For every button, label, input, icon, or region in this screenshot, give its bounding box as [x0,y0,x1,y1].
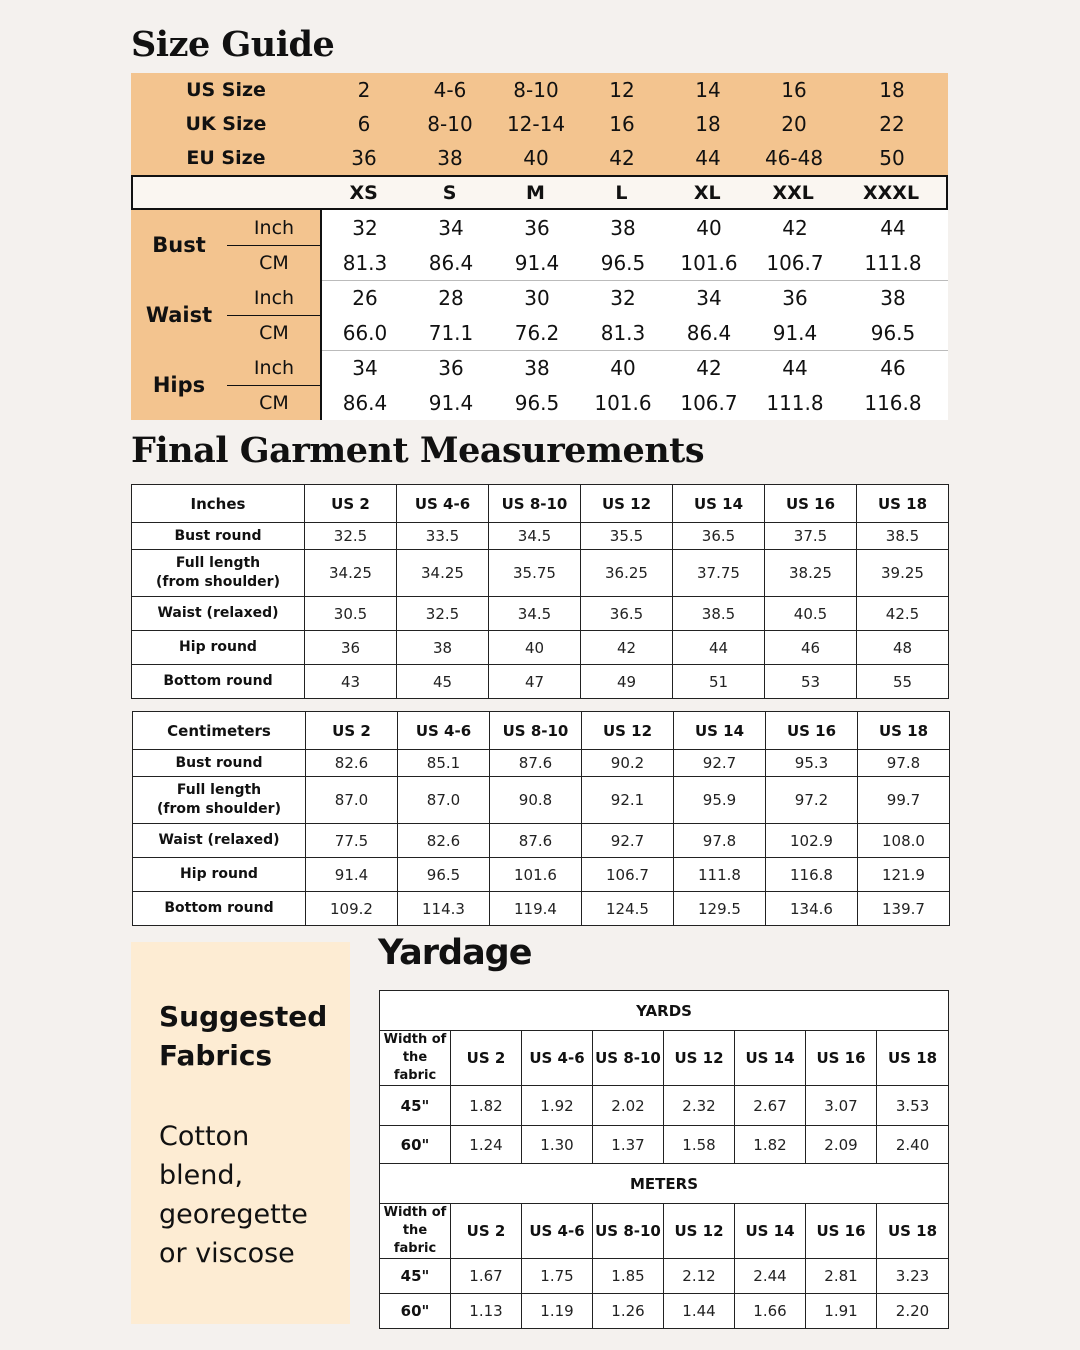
unit-divider [227,315,321,316]
measurement-cell: 30.5 [305,597,397,631]
cm-value: 91.4 [772,320,818,345]
measurement-cell: 108.0 [858,824,950,858]
size-header: US 4-6 [398,712,490,750]
measurement-cell: 82.6 [398,824,490,858]
fabric-width-label: 45" [380,1086,451,1126]
table-row [380,1294,949,1329]
inch-value: 44 [880,215,906,240]
size-guide-title: Size Guide [131,24,335,65]
measurement-group-bust [131,210,948,280]
table-row [133,892,950,926]
measurement-values [322,350,948,420]
row-label [132,665,305,699]
inch-value: 38 [880,285,906,310]
unit-label-cm: CM [259,321,289,344]
size-row [131,107,948,141]
letter-size: XXL [772,181,814,204]
measurement-cell: 97.2 [766,777,858,824]
table-corner-label: Inches [132,485,305,523]
measurement-cell: 33.5 [397,523,489,550]
measurement-cell: 34.25 [397,550,489,597]
yardage-cell: 1.26 [593,1294,664,1329]
measurement-cell: 32.5 [305,523,397,550]
inch-value: 36 [524,215,550,240]
cm-value: 86.4 [342,390,388,415]
cm-value: 101.6 [594,390,652,415]
size-header: US 4-6 [397,485,489,523]
measurement-cell: 46 [765,631,857,665]
inch-value: 34 [438,215,464,240]
measurement-cell: 38.25 [765,550,857,597]
group-divider [322,350,948,351]
size-value: 2 [357,78,371,102]
cm-value: 81.3 [342,250,388,275]
inch-value: 34 [352,355,378,380]
corner-line: Width of [383,1032,447,1047]
row-label-line: (from shoulder) [156,574,280,590]
letter-size: XXXL [863,181,920,204]
measurement-cell: 114.3 [398,892,490,926]
cm-value: 101.6 [680,250,738,275]
measurement-cell: 87.6 [490,750,582,777]
yardage-meters-table [379,1163,949,1329]
measurement-cell: 38.5 [673,597,765,631]
size-row [131,141,948,175]
measurement-cell: 36 [305,631,397,665]
size-header: US 8-10 [593,1204,664,1259]
measurement-cell: 35.75 [489,550,581,597]
size-value: 22 [879,112,905,136]
yardage-cell: 1.75 [522,1259,593,1294]
inch-value: 38 [524,355,550,380]
inch-value: 40 [610,355,636,380]
inch-value: 42 [696,355,722,380]
size-row-label: UK Size [185,113,267,135]
letter-size-row [131,175,948,210]
measurement-cell: 39.25 [857,550,949,597]
fabric-width-label: 45" [380,1259,451,1294]
inch-value: 30 [524,285,550,310]
row-label [133,824,306,858]
row-label [133,777,306,824]
measurement-cell: 37.5 [765,523,857,550]
suggested-fabrics-panel [131,942,350,1324]
measurement-cell: 109.2 [306,892,398,926]
yardage-cell: 1.82 [451,1086,522,1126]
size-value: 4-6 [433,78,467,102]
measurement-cell: 92.7 [674,750,766,777]
size-value: 18 [695,112,721,136]
size-value: 8-10 [427,112,473,136]
measurement-cell: 38 [397,631,489,665]
cm-value: 96.5 [514,390,560,415]
inch-value: 42 [782,215,808,240]
row-label-line: Full length [176,782,262,798]
size-value: 20 [781,112,807,136]
table-row [132,523,949,550]
letter-size: XL [693,181,721,204]
row-label [132,550,305,597]
corner-line: the fabric [393,1050,437,1083]
yardage-cell: 2.44 [735,1259,806,1294]
size-value: 12-14 [506,112,566,136]
size-value: 46-48 [764,146,824,170]
yardage-cell: 2.20 [877,1294,949,1329]
measurement-cell: 36.5 [673,523,765,550]
inch-value: 38 [610,215,636,240]
size-value: 14 [695,78,721,102]
row-label-line: Full length [175,555,261,571]
measurement-cell: 34.5 [489,597,581,631]
measurement-cell: 53 [765,665,857,699]
letter-size: S [442,181,457,204]
size-header: US 8-10 [490,712,582,750]
measurement-cell: 42.5 [857,597,949,631]
size-header: US 18 [877,1204,949,1259]
measurement-cell: 96.5 [398,858,490,892]
yardage-cell: 1.13 [451,1294,522,1329]
row-label [132,631,305,665]
row-label [133,858,306,892]
size-conversion-table [131,73,948,175]
size-header: US 12 [664,1031,735,1086]
row-label-line: Hip round [179,639,257,655]
yardage-cell: 1.92 [522,1086,593,1126]
measurement-cell: 35.5 [581,523,673,550]
size-header: US 2 [305,485,397,523]
measurement-cell: 49 [581,665,673,699]
size-value: 16 [609,112,635,136]
row-label-line: Bottom round [164,900,274,916]
table-row [380,1086,949,1126]
row-label-line: Bottom round [163,673,273,689]
unit-label-cm: CM [259,391,289,414]
measurement-cell: 119.4 [490,892,582,926]
measurement-cell: 102.9 [766,824,858,858]
inch-value: 36 [782,285,808,310]
measurement-label-cell [131,350,321,420]
cm-value: 116.8 [864,390,922,415]
measurement-label-cell [131,210,321,280]
inch-value: 26 [352,285,378,310]
measurement-cell: 32.5 [397,597,489,631]
yardage-cell: 2.02 [593,1086,664,1126]
measurement-cell: 92.7 [582,824,674,858]
size-header: US 18 [858,712,950,750]
yardage-cell: 1.19 [522,1294,593,1329]
inch-value: 40 [696,215,722,240]
measurement-cell: 95.3 [766,750,858,777]
table-row [133,750,950,777]
inch-value: 36 [438,355,464,380]
table-corner-label: Centimeters [133,712,306,750]
group-divider [322,280,948,281]
measurement-cell: 37.75 [673,550,765,597]
measurement-group-hips [131,350,948,420]
cm-value: 96.5 [870,320,916,345]
cm-value: 106.7 [766,250,824,275]
measurement-group-waist [131,280,948,350]
row-label [133,750,306,777]
yardage-cell: 1.44 [664,1294,735,1329]
letter-size: M [526,181,545,204]
table-row [132,631,949,665]
unit-label-cm: CM [259,251,289,274]
measurement-name: Bust [152,233,206,257]
unit-divider [227,385,321,386]
size-value: 8-10 [513,78,559,102]
size-value: 36 [351,146,377,170]
size-header: US 18 [877,1031,949,1086]
measurement-cell: 139.7 [858,892,950,926]
measurement-cell: 77.5 [306,824,398,858]
fabric-width-label: 60" [380,1126,451,1165]
table-row [132,550,949,597]
size-header: US 14 [674,712,766,750]
inch-value: 32 [610,285,636,310]
measurement-cell: 40.5 [765,597,857,631]
inch-value: 46 [880,355,906,380]
cm-value: 91.4 [514,250,560,275]
measurement-cell: 45 [397,665,489,699]
size-header: US 18 [857,485,949,523]
measurement-cell: 97.8 [674,824,766,858]
unit-divider [227,245,321,246]
yardage-cell: 1.24 [451,1126,522,1165]
yardage-cell: 2.40 [877,1126,949,1165]
size-header: US 14 [735,1031,806,1086]
size-header: US 4-6 [522,1204,593,1259]
yardage-cell: 1.58 [664,1126,735,1165]
cm-value: 71.1 [428,320,474,345]
measurement-cell: 42 [581,631,673,665]
cm-row [322,385,948,420]
measurement-cell: 92.1 [582,777,674,824]
size-header: US 16 [765,485,857,523]
inch-value: 34 [696,285,722,310]
measurement-cell: 34.5 [489,523,581,550]
size-header: US 12 [582,712,674,750]
measurement-cell: 134.6 [766,892,858,926]
size-value: 6 [357,112,371,136]
table-caption: YARDS [380,991,949,1031]
width-of-fabric-label [380,1031,451,1086]
yardage-cell: 2.09 [806,1126,877,1165]
measurement-cell: 95.9 [674,777,766,824]
size-header: US 14 [735,1204,806,1259]
size-value: 12 [609,78,635,102]
yardage-cell: 1.66 [735,1294,806,1329]
yardage-cell: 1.30 [522,1126,593,1165]
measurement-cell: 87.0 [398,777,490,824]
yardage-cell: 1.37 [593,1126,664,1165]
size-header: US 2 [451,1204,522,1259]
inch-row [322,210,948,245]
cm-value: 86.4 [686,320,732,345]
yardage-cell: 2.32 [664,1086,735,1126]
measurement-cell: 38.5 [857,523,949,550]
measurement-cell: 124.5 [582,892,674,926]
yardage-cell: 1.67 [451,1259,522,1294]
size-header: US 2 [451,1031,522,1086]
cm-value: 111.8 [864,250,922,275]
measurement-cell: 91.4 [306,858,398,892]
measurement-cell: 51 [673,665,765,699]
measurement-cell: 116.8 [766,858,858,892]
size-header: US 8-10 [489,485,581,523]
measurement-label-cell [131,280,321,350]
yardage-cell: 2.12 [664,1259,735,1294]
measurement-cell: 55 [857,665,949,699]
cm-row [322,245,948,280]
row-label [132,523,305,550]
cm-value: 81.3 [600,320,646,345]
garment-measurements-title: Final Garment Measurements [131,430,705,471]
inch-value: 32 [352,215,378,240]
table-row [133,777,950,824]
row-label-line: (from shoulder) [157,801,281,817]
yardage-cell: 2.67 [735,1086,806,1126]
unit-label-inch: Inch [253,216,295,239]
size-header: US 16 [806,1204,877,1259]
letter-size: L [615,181,628,204]
table-row [132,665,949,699]
measurement-cell: 87.0 [306,777,398,824]
table-row [132,597,949,631]
size-header: US 16 [766,712,858,750]
measurement-name: Waist [145,303,213,327]
width-of-fabric-label [380,1204,451,1259]
measurement-cell: 101.6 [490,858,582,892]
yardage-cell: 3.07 [806,1086,877,1126]
measurement-cell: 87.6 [490,824,582,858]
measurement-cell: 82.6 [306,750,398,777]
inch-value: 44 [782,355,808,380]
measurement-name: Hips [152,373,206,397]
row-label-line: Waist (relaxed) [157,605,279,621]
cm-value: 106.7 [680,390,738,415]
size-row [131,73,948,107]
yardage-cell: 1.91 [806,1294,877,1329]
measurement-cell: 43 [305,665,397,699]
yardage-cell: 1.82 [735,1126,806,1165]
size-header: US 4-6 [522,1031,593,1086]
unit-label-inch: Inch [253,356,295,379]
measurement-cell: 121.9 [858,858,950,892]
yardage-cell: 3.53 [877,1086,949,1126]
size-value: 50 [879,146,905,170]
size-row-label: EU Size [186,147,266,169]
size-header: US 12 [581,485,673,523]
cm-value: 76.2 [514,320,560,345]
cm-value: 86.4 [428,250,474,275]
corner-line: the fabric [393,1223,437,1256]
cm-value: 111.8 [766,390,824,415]
yardage-title: Yardage [378,933,532,973]
measurement-cell: 40 [489,631,581,665]
cm-value: 66.0 [342,320,388,345]
garment-centimeters-table [132,711,950,926]
unit-label-inch: Inch [253,286,295,309]
suggested-fabrics-text: Cotton blend, georegette or viscose [159,1121,308,1269]
yardage-cell: 2.81 [806,1259,877,1294]
measurement-cell: 106.7 [582,858,674,892]
yardage-cell: 3.23 [877,1259,949,1294]
measurement-cell: 99.7 [858,777,950,824]
measurement-cell: 36.25 [581,550,673,597]
size-value: 44 [695,146,721,170]
inch-value: 28 [438,285,464,310]
suggested-fabrics-title: Suggested Fabrics [159,1000,328,1072]
inch-row [322,280,948,315]
size-header: US 8-10 [593,1031,664,1086]
inch-row [322,350,948,385]
row-label-line: Waist (relaxed) [158,832,280,848]
size-value: 42 [609,146,635,170]
fabric-width-label: 60" [380,1294,451,1329]
table-row [133,824,950,858]
yardage-yards-table [379,990,949,1165]
cm-row [322,315,948,350]
row-label-line: Hip round [180,866,258,882]
table-row [380,1259,949,1294]
measurement-cell: 111.8 [674,858,766,892]
row-label-line: Bust round [174,527,262,544]
cm-value: 91.4 [428,390,474,415]
measurement-cell: 48 [857,631,949,665]
measurement-cell: 36.5 [581,597,673,631]
measurement-cell: 129.5 [674,892,766,926]
size-header: US 14 [673,485,765,523]
row-label [133,892,306,926]
size-header: US 2 [306,712,398,750]
table-row [380,1126,949,1165]
letter-size: XS [349,181,378,204]
measurement-cell: 47 [489,665,581,699]
garment-inches-table [131,484,949,699]
size-row-label: US Size [186,79,266,101]
measurement-cell: 34.25 [305,550,397,597]
table-caption: METERS [380,1164,949,1204]
size-value: 18 [879,78,905,102]
body-measurement-table [131,210,948,421]
cm-value: 96.5 [600,250,646,275]
table-row [133,858,950,892]
row-label [132,597,305,631]
size-value: 40 [523,146,549,170]
size-value: 38 [437,146,463,170]
measurement-cell: 44 [673,631,765,665]
measurement-values [322,210,948,280]
corner-line: Width of [383,1205,447,1220]
measurement-cell: 85.1 [398,750,490,777]
measurement-cell: 90.2 [582,750,674,777]
measurement-cell: 97.8 [858,750,950,777]
row-label-line: Bust round [175,754,263,771]
measurement-values [322,280,948,350]
size-value: 16 [781,78,807,102]
size-header: US 12 [664,1204,735,1259]
size-header: US 16 [806,1031,877,1086]
measurement-cell: 90.8 [490,777,582,824]
yardage-cell: 1.85 [593,1259,664,1294]
